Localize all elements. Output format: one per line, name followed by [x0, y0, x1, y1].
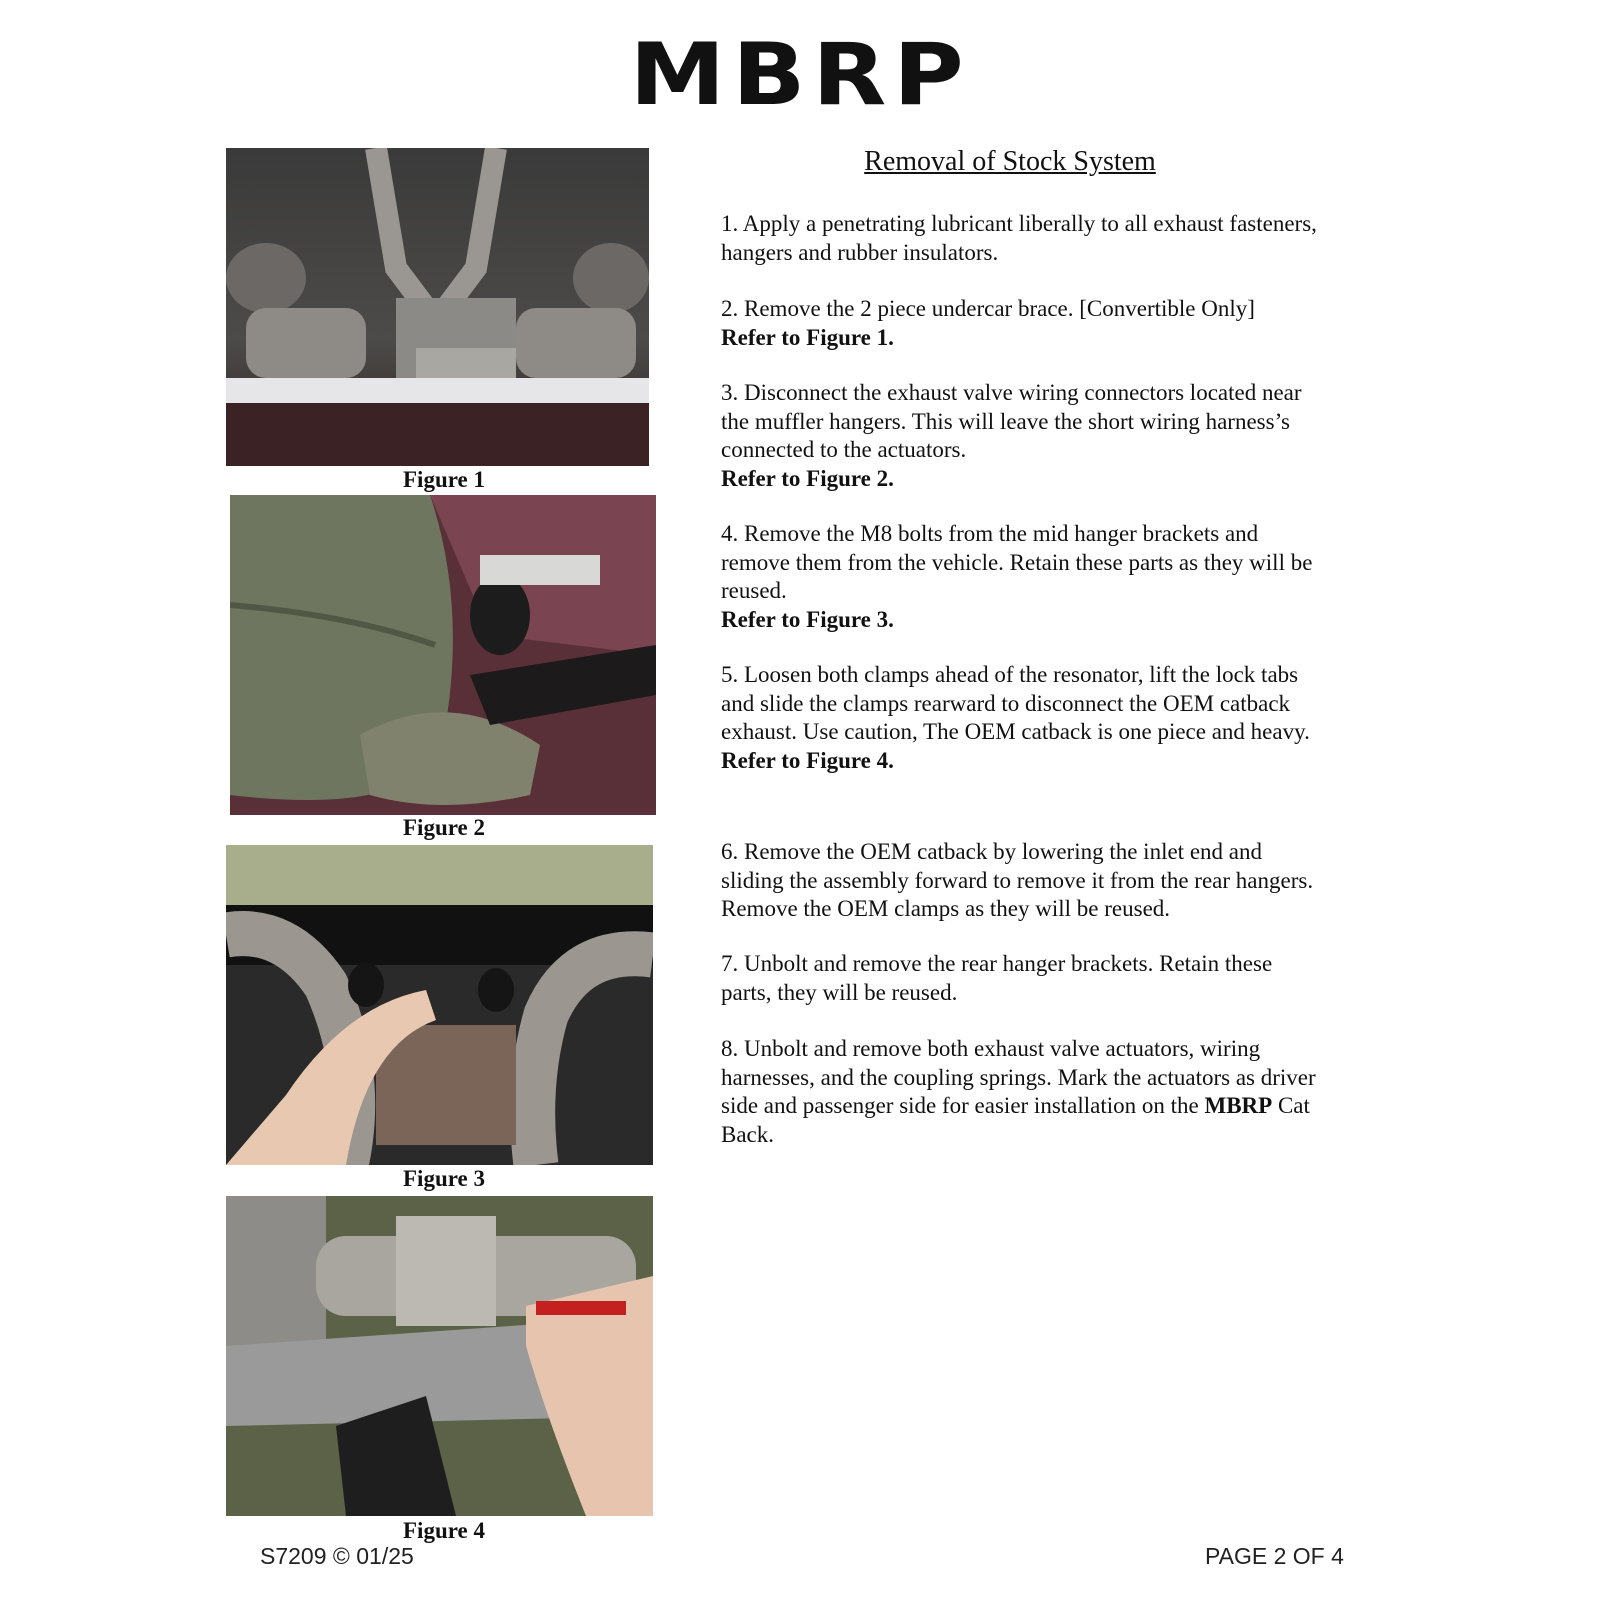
- step-1: [721, 210, 1321, 267]
- step-3: [721, 379, 1321, 493]
- step-2: [721, 295, 1321, 352]
- figure-1-photo: [226, 148, 649, 466]
- step-4-ref: Refer to Figure 3.: [721, 606, 894, 632]
- step-6-text: 6. Remove the OEM catback by lowering the inlet end and sliding the assembly forward to remove it from the rear hangers. Remove the OEM clamps as they will be reused.: [721, 839, 1314, 921]
- step-1-text: 1. Apply a penetrating lubricant liberally to all exhaust fasteners, hangers and rubber insulators.: [721, 211, 1317, 265]
- step-6: [721, 838, 1321, 924]
- step-8-text: 8. Unbolt and remove both exhaust valve actuators, wiring harnesses, and the coupling springs. Mark the actuators as driver side and passenger side for easier installation on the: [721, 1036, 1316, 1118]
- step-2-ref: Refer to Figure 1.: [721, 324, 894, 350]
- figure-3-caption: Figure 3: [403, 1166, 485, 1191]
- figure-2-photo: [230, 495, 656, 815]
- step-4-text: 4. Remove the M8 bolts from the mid hanger brackets and remove them from the vehicle. Retain these parts as they will be reused.: [721, 521, 1313, 603]
- figure-2-caption: Figure 2: [403, 815, 485, 840]
- step-2-text: 2. Remove the 2 piece undercar brace. [Convertible Only]: [721, 296, 1255, 321]
- figure-4-photo: [226, 1196, 653, 1516]
- step-3-text: 3. Disconnect the exhaust valve wiring connectors located near the muffler hangers. This will leave the short wiring harness’s connected to the actuators.: [721, 380, 1302, 462]
- step-4: [721, 520, 1321, 634]
- step-8: [721, 1035, 1321, 1149]
- step-7: [721, 950, 1321, 1007]
- step-5: [721, 661, 1321, 775]
- step-3-ref: Refer to Figure 2.: [721, 465, 894, 491]
- step-8-suffix: Cat Back.: [721, 1093, 1310, 1147]
- step-5-text: 5. Loosen both clamps ahead of the resonator, lift the lock tabs and slide the clamps rearward to disconnect the OEM catback exhaust. Use caution, The OEM catback is one piece and heavy.: [721, 662, 1310, 744]
- step-5-ref: Refer to Figure 4.: [721, 747, 894, 773]
- figure-3-photo: [226, 845, 653, 1165]
- figure-1-caption: Figure 1: [403, 467, 485, 492]
- section-title: Removal of Stock System: [864, 146, 1156, 177]
- footer-doc-id: S7209 © 01/25: [260, 1543, 414, 1569]
- step-7-text: 7. Unbolt and remove the rear hanger brackets. Retain these parts, they will be reused.: [721, 951, 1273, 1005]
- step-8-brand: MBRP: [1204, 1093, 1273, 1118]
- figure-4-caption: Figure 4: [403, 1518, 485, 1543]
- brand-logo: MBRP: [629, 25, 971, 125]
- footer-page-number: PAGE 2 OF 4: [1205, 1543, 1344, 1569]
